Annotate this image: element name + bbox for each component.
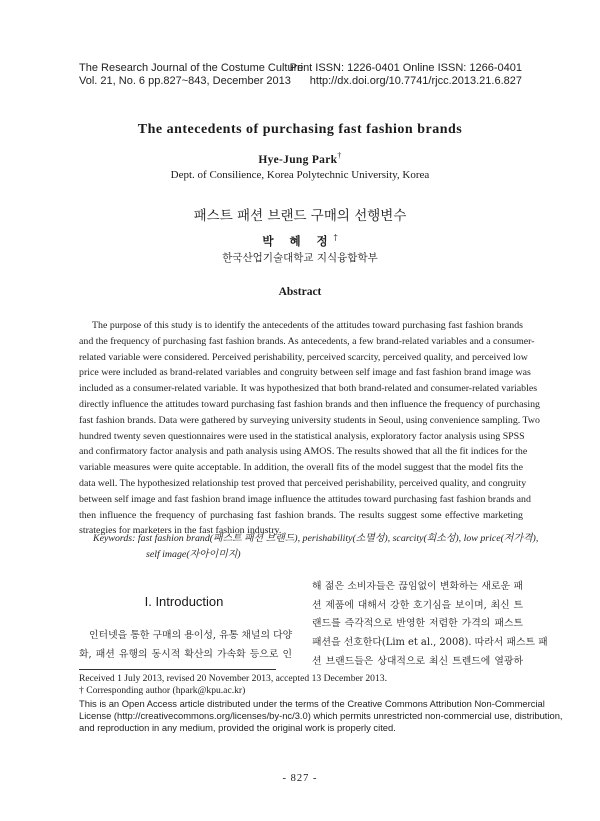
- running-header-left: [79, 62, 303, 88]
- abstract-line: included as a consumer-related variable. It was hypothesized that both brand-related and consumer-related variables: [79, 383, 538, 395]
- abstract-line: variable measures were quite acceptable. In addition, the overall fits of the model suggest that the model fits the: [79, 462, 523, 474]
- body-line: 화, 패션 유행의 동시적 확산의 가속화 등으로 인: [79, 648, 292, 660]
- footnote-license: [79, 698, 563, 734]
- korean-title: 패스트 패션 브랜드 구매의 선행변수: [193, 208, 407, 224]
- abstract-line: then influence the frequency of purchasing fast fashion brands. The results suggest some effective marketing: [79, 509, 523, 521]
- korean-author-mark: †: [333, 233, 338, 243]
- abstract-body: [79, 318, 540, 539]
- body-line: 랜드를 즉각적으로 반영한 저렴한 가격의 패스트: [312, 618, 523, 630]
- paper-title: The antecedents of purchasing fast fashion brands: [137, 122, 463, 137]
- footnote-received: [79, 673, 523, 685]
- received-dates: Received 1 July 2013, revised 20 November 2013, accepted 13 December 2013.: [79, 673, 387, 684]
- volume-info: Vol. 21, No. 6 pp.827~843, December 2013: [79, 75, 291, 87]
- abstract-heading: Abstract: [278, 286, 322, 298]
- journal-name: The Research Journal of the Costume Culture: [79, 62, 304, 74]
- abstract-line: and confirmatory factor analysis and path analysis using AMOS. The results showed that all the fit indices for the: [79, 446, 528, 458]
- korean-affiliation: 한국산업기술대학교 지식융합학부: [222, 252, 378, 264]
- keywords: [93, 531, 539, 563]
- section-heading-introduction: I. Introduction: [144, 594, 224, 609]
- body-column-left: [79, 627, 292, 664]
- keywords-line: self image(자아이미지): [146, 549, 241, 560]
- korean-author: [0, 233, 600, 249]
- author-name: [0, 151, 600, 166]
- corresponding-author: † Corresponding author (hpark@kpu.ac.kr): [79, 685, 246, 696]
- running-header-right: [290, 62, 522, 88]
- abstract-line: data well. The hypothesized relationship test proved that perceived perishability, perceived quality, and congruity: [79, 477, 527, 489]
- abstract-line: and the frequency of purchasing fast fashion brands. As antecedents, a few brand-related variables and a consumer-: [79, 335, 535, 347]
- author-affiliation: Dept. of Consilience, Korea Polytechnic University, Korea: [170, 169, 430, 181]
- license-line: This is an Open Access article distributed under the terms of the Creative Commons Attribution Non-Commercial: [79, 698, 545, 709]
- abstract-line: related variable were considered. Perceived perishability, perceived scarcity, perceived quality, and perceived low: [79, 351, 528, 363]
- footnote-corresponding: [79, 685, 523, 697]
- page-number: - 827 -: [282, 773, 318, 784]
- abstract-line: fast fashion brands. Data were gathered by surveying university students in Seoul, using convenience sampling. Two: [79, 414, 540, 426]
- abstract-line: hundred twenty seven questionnaires were used in the statistical analysis, exploratory factor analysis using SPSS: [79, 430, 525, 442]
- abstract-line: The purpose of this study is to identify the antecedents of the attitudes toward purchasing fast fashion brands: [92, 320, 523, 331]
- body-line: 션 제품에 대해서 강한 호기심을 보이며, 최신 트: [312, 599, 523, 611]
- korean-author-text: 박 혜 정: [262, 234, 334, 248]
- body-line: 인터넷을 통한 구매의 용이성, 유통 채널의 다양: [89, 630, 293, 641]
- footnote-divider: [79, 669, 276, 670]
- author-mark: †: [337, 151, 342, 160]
- body-line: 해 젊은 소비자들은 끊임없이 변화하는 새로운 패: [312, 581, 523, 592]
- author-name-text: Hye-Jung Park: [258, 153, 338, 166]
- abstract-line: price were included as brand-related variables and congruity between self image and fast fashion brand image was: [79, 367, 531, 379]
- doi-link[interactable]: http://dx.doi.org/10.7741/rjcc.2013.21.6.827: [309, 75, 522, 87]
- body-column-right: [312, 578, 548, 671]
- abstract-line: strategies for marketers in the fast fashion industry.: [79, 525, 282, 537]
- license-line: and reproduction in any medium, provided the original work is properly cited.: [79, 722, 396, 733]
- abstract-line: directly influence the attitudes toward purchasing fast fashion brands and then influence the frequency of purchasing: [79, 398, 540, 410]
- body-line: 션 브랜드들은 상대적으로 최신 트렌드에 열광하: [312, 655, 523, 667]
- keywords-line: Keywords: fast fashion brand(패스트 패션 브랜드), perishability(소멸성), scarcity(희소성), low price(저가격),: [93, 533, 539, 544]
- abstract-line: between self image and fast fashion brand image influence the attitudes toward purchasing fast fashion brands and: [79, 493, 531, 505]
- issn-info: Print ISSN: 1226-0401 Online ISSN: 1266-0401: [289, 62, 522, 74]
- body-line: 패션을 선호한다(Lim et al., 2008). 따라서 패스트 패: [312, 637, 548, 649]
- license-line: License (http://creativecommons.org/licenses/by-nc/3.0) which permits unrestricted non-commercial use, distribution,: [79, 710, 563, 721]
